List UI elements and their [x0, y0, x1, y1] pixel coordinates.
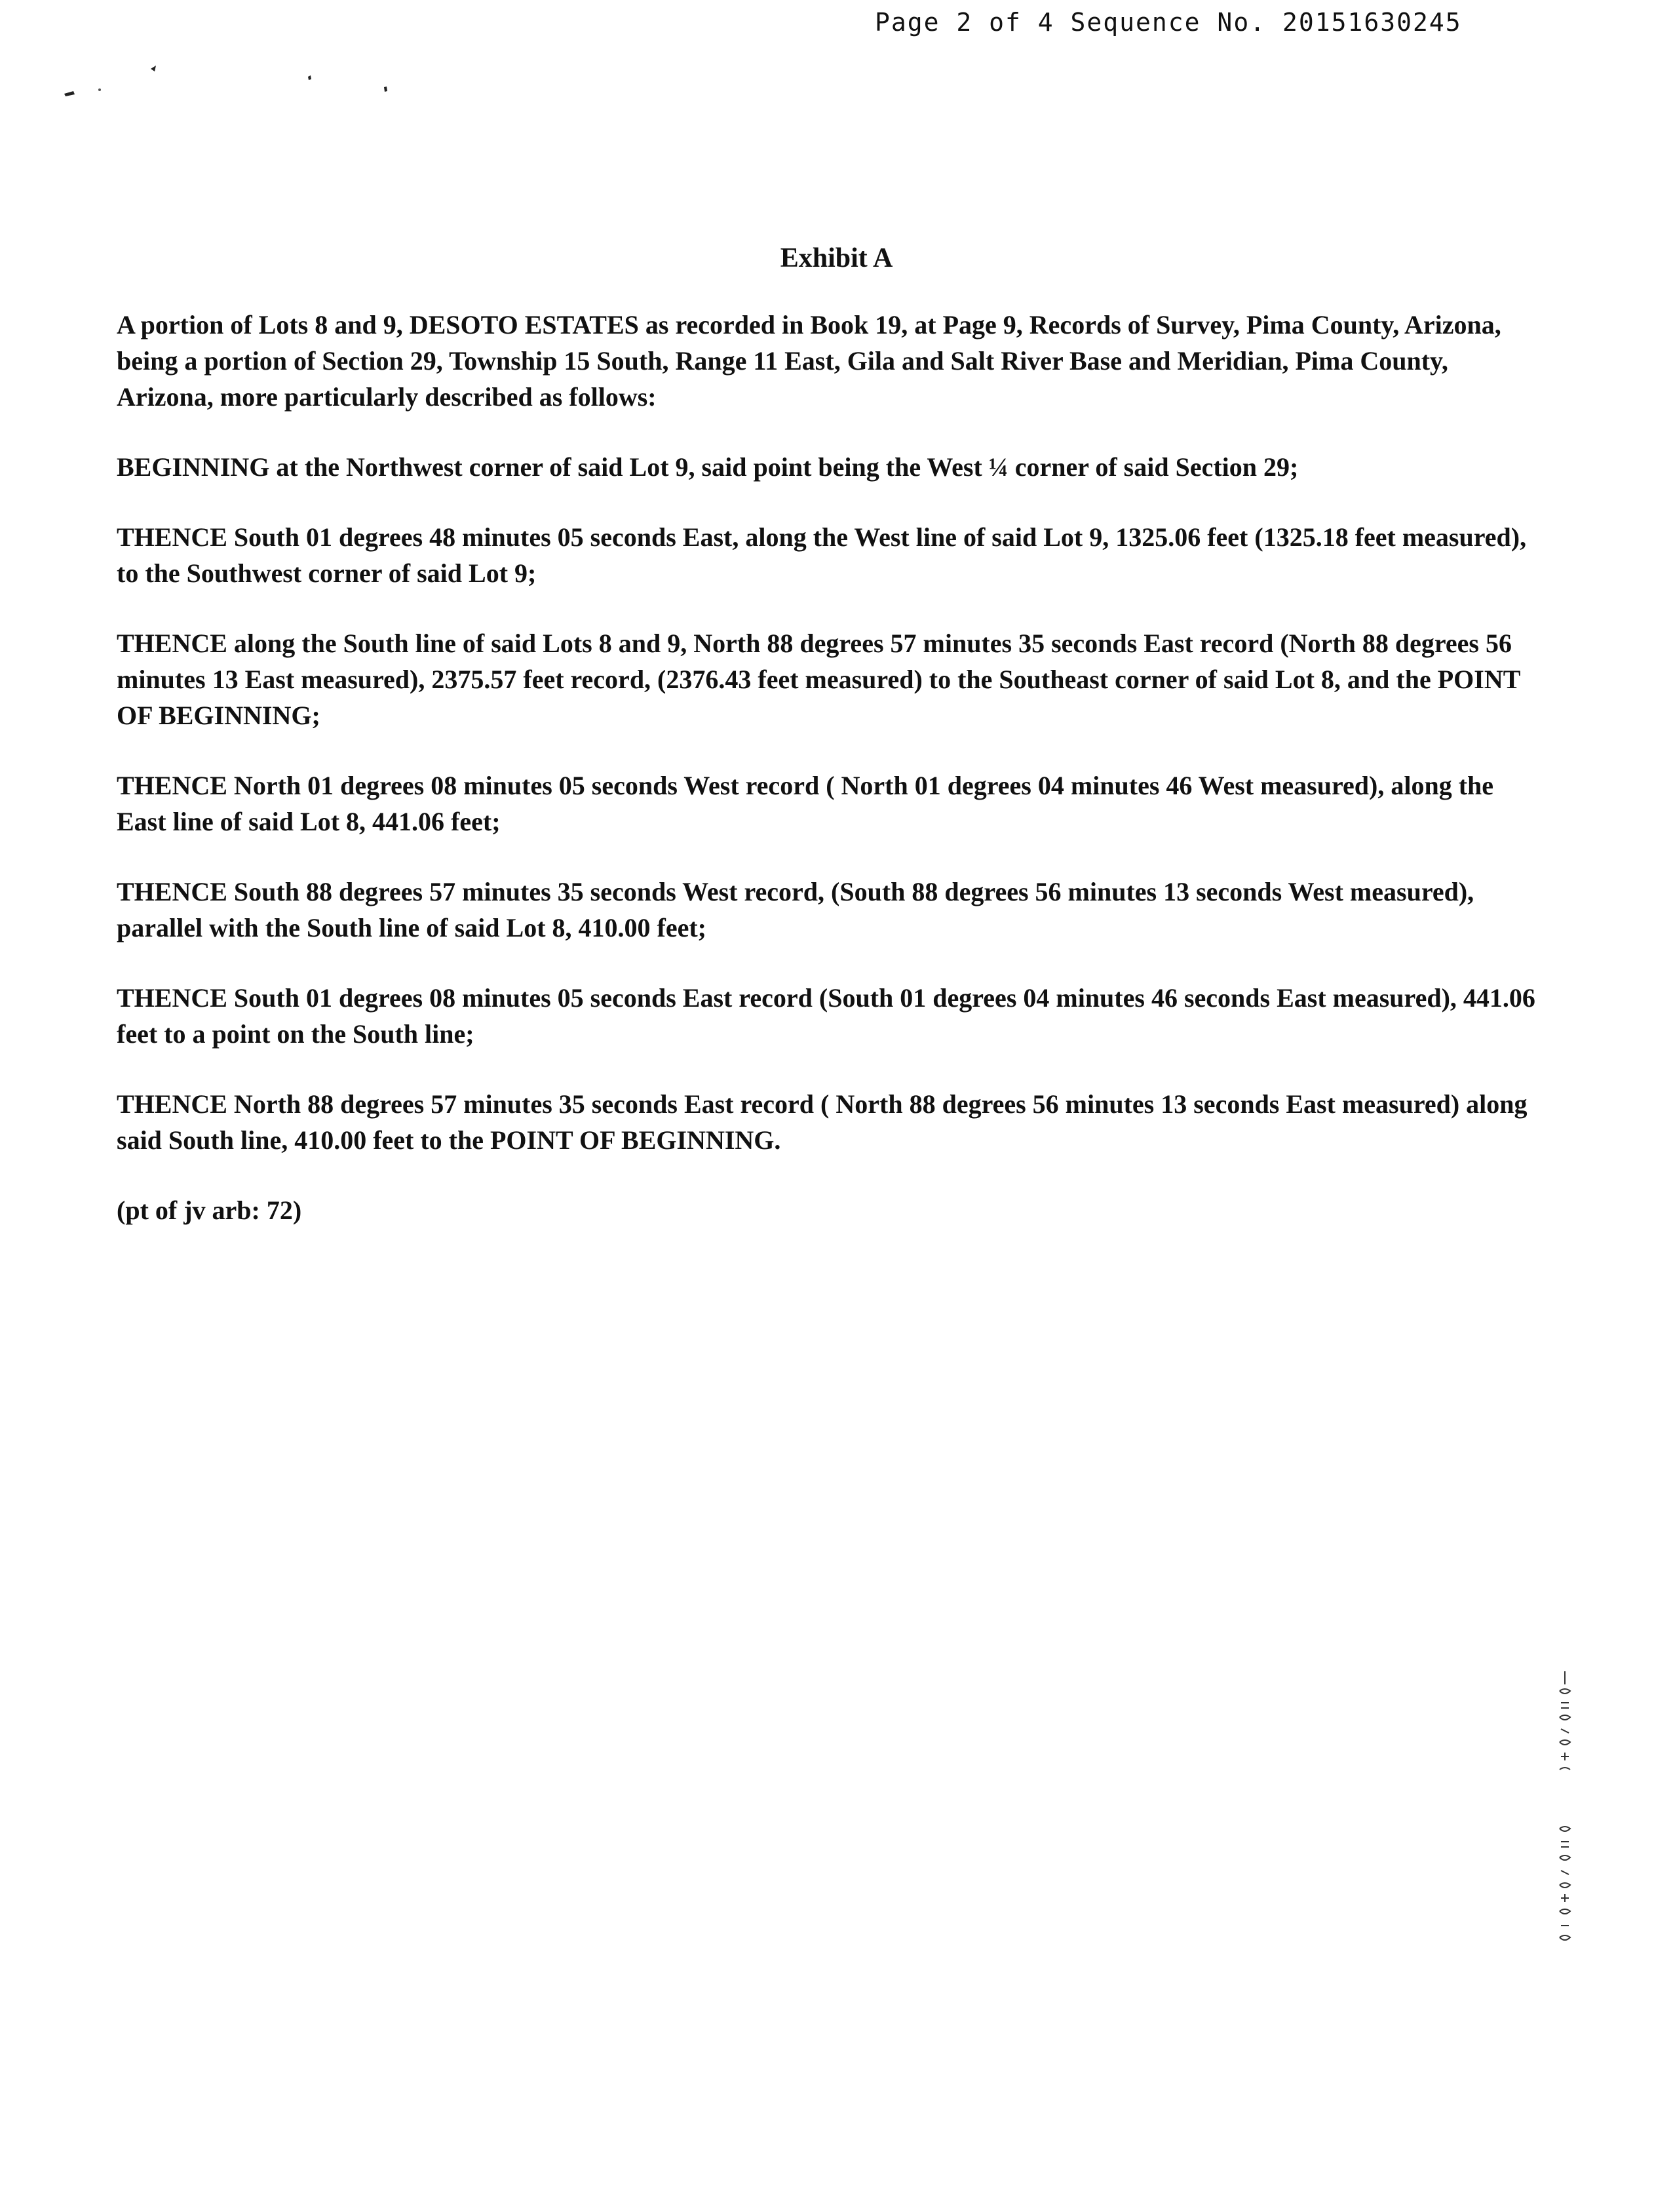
- page-sequence-header: Page 2 of 4 Sequence No. 20151630245: [875, 8, 1462, 37]
- paragraph-course-4: THENCE South 88 degrees 57 minutes 35 seconds West record, (South 88 degrees 56 minutes 13 seconds West measured), parallel with the South line of said Lot 8, 410.00 feet;: [117, 877, 1474, 942]
- scan-specks: [59, 62, 413, 121]
- paragraph-course-6: THENCE North 88 degrees 57 minutes 35 seconds East record ( North 88 degrees 56 minutes 13 seconds East measured) along said South line, 410.00 feet to the POINT OF BEGINNING.: [117, 1089, 1528, 1155]
- paragraph-reference-note: (pt of jv arb: 72): [117, 1195, 302, 1225]
- paragraph-beginning: BEGINNING at the Northwest corner of said Lot 9, said point being the West ¼ corner of said Section 29;: [117, 452, 1299, 482]
- exhibit-title: Exhibit A: [780, 243, 893, 273]
- paragraph-course-5: THENCE South 01 degrees 08 minutes 05 seconds East record (South 01 degrees 04 minutes 46 seconds East measured), 441.06 feet to a point on the South line;: [117, 983, 1535, 1049]
- paragraph-intro: A portion of Lots 8 and 9, DESOTO ESTATES as recorded in Book 19, at Page 9, Records of Survey, Pima County, Arizona, being a portion of Section 29, Township 15 South, Range 11 East, Gila and Salt River Base and Meridian, Pima County, Arizona, more particularly described as follows:: [117, 310, 1501, 412]
- paragraph-course-3: THENCE North 01 degrees 08 minutes 05 seconds West record ( North 01 degrees 04 minutes 46 West measured), along the East line of said Lot 8, 441.06 feet;: [117, 771, 1494, 836]
- rotated-margin-stamp: [1552, 1665, 1578, 1966]
- legal-description: [117, 307, 1539, 1262]
- paragraph-course-1: THENCE South 01 degrees 48 minutes 05 seconds East, along the West line of said Lot 9, 1325.06 feet (1325.18 feet measured), to the Southwest corner of said Lot 9;: [117, 522, 1527, 588]
- paragraph-course-2: THENCE along the South line of said Lots 8 and 9, North 88 degrees 57 minutes 35 seconds East record (North 88 degrees 56 minutes 13 East measured), 2375.57 feet record, (2376.43 feet measured) to the Southeast corner of said Lot 8, and the POINT OF BEGINNING;: [117, 629, 1520, 730]
